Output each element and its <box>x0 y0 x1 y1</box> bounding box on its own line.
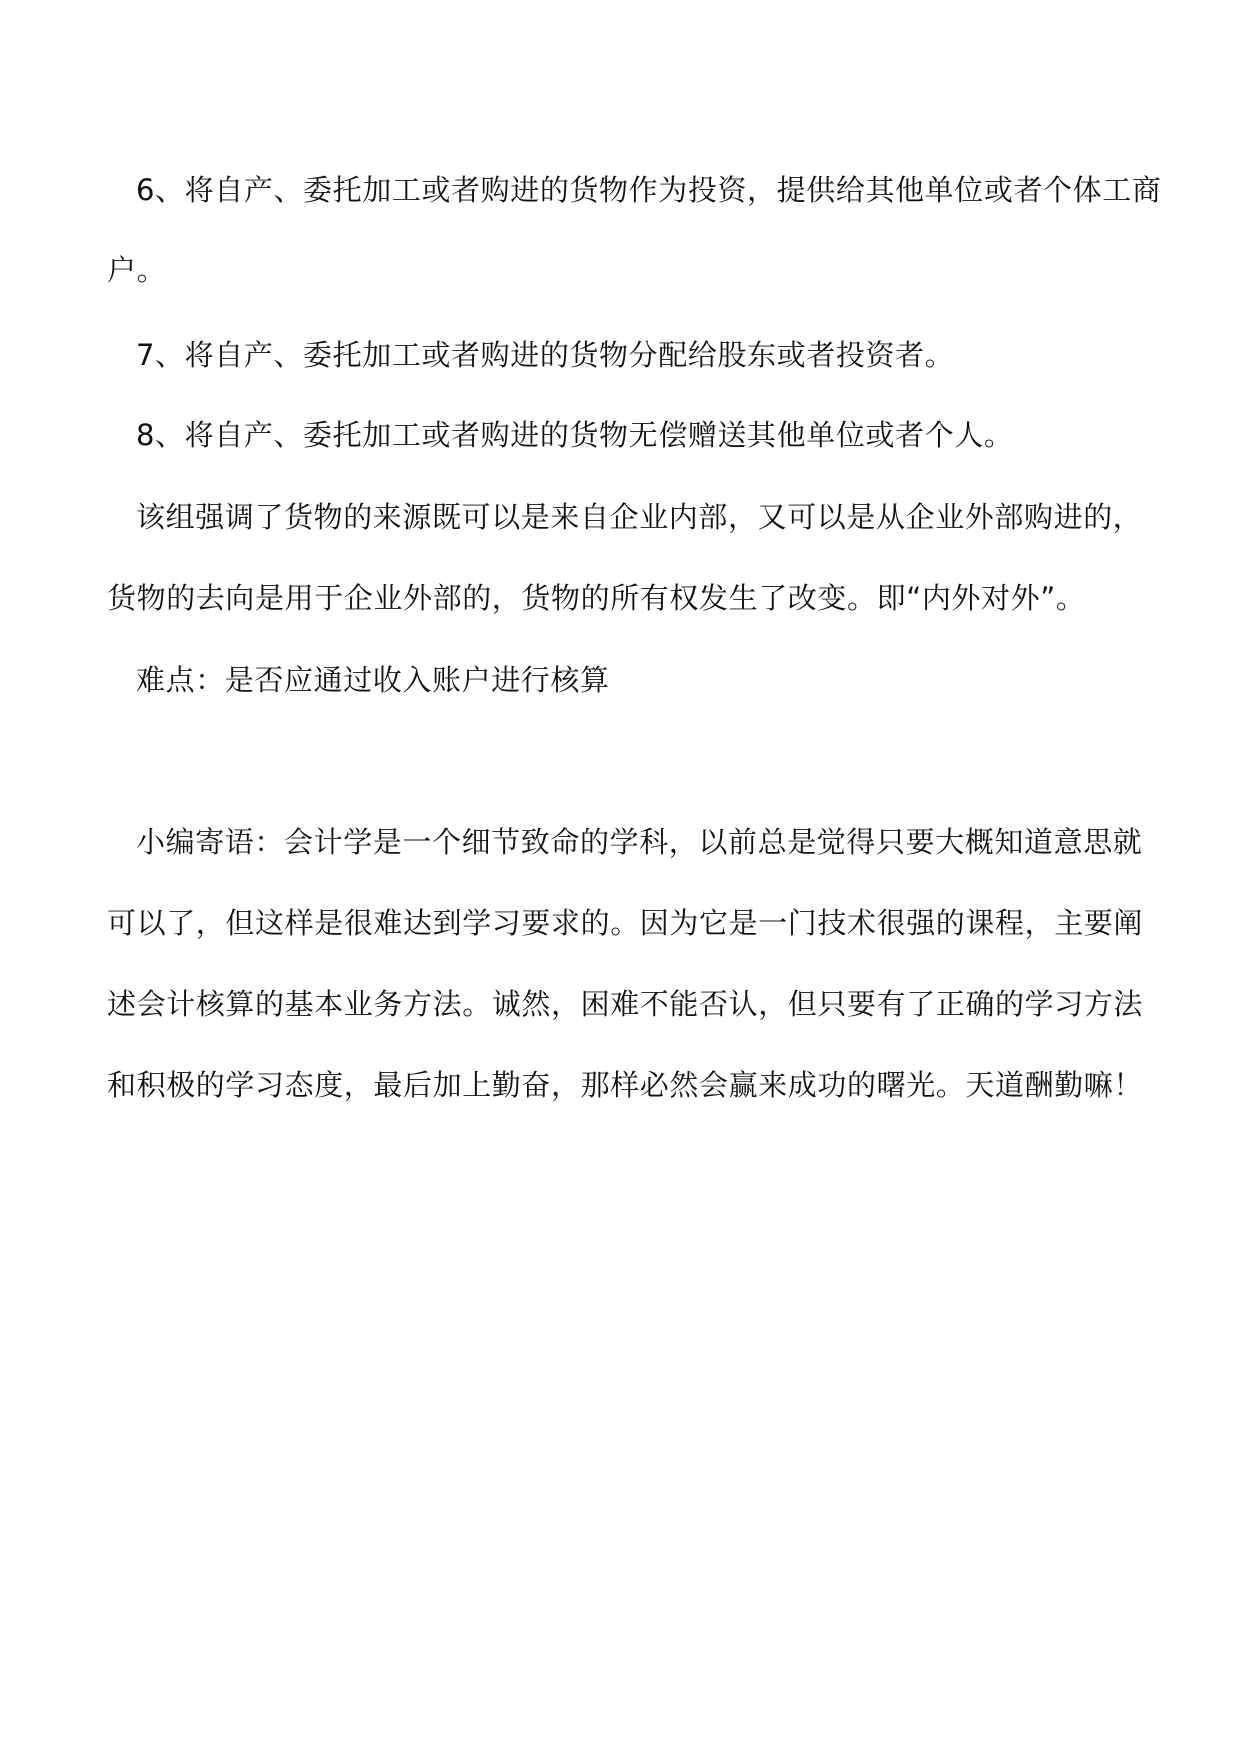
text-line-difficulty: 难点：是否应通过收入账户进行核算 <box>136 663 610 697</box>
text-line-item-7: 7、将自产、委托加工或者购进的货物分配给股东或者投资者。 <box>136 338 955 372</box>
text-line-editor-note-2: 可以了，但这样是很难达到学习要求的。因为它是一门技术很强的课程，主要阐 <box>107 906 1144 940</box>
text-line-editor-note-3: 述会计核算的基本业务方法。诚然，困难不能否认，但只要有了正确的学习方法 <box>107 987 1144 1021</box>
text-line-summary-cont: 货物的去向是用于企业外部的，货物的所有权发生了改变。即“内外对外”。 <box>107 581 1086 615</box>
text-line-item-6: 6、将自产、委托加工或者购进的货物作为投资，提供给其他单位或者个体工商 <box>136 173 1162 207</box>
text-line-item-6-cont: 户。 <box>107 253 167 287</box>
text-line-editor-note-4: 和积极的学习态度，最后加上勤奋，那样必然会赢来成功的曙光。天道酬勤嘛！ <box>107 1068 1144 1102</box>
text-line-item-8: 8、将自产、委托加工或者购进的货物无偿赠送其他单位或者个人。 <box>136 418 1014 452</box>
text-line-summary: 该组强调了货物的来源既可以是来自企业内部，又可以是从企业外部购进的， <box>136 500 1143 534</box>
text-line-editor-note: 小编寄语：会计学是一个细节致命的学科，以前总是觉得只要大概知道意思就 <box>136 825 1143 859</box>
